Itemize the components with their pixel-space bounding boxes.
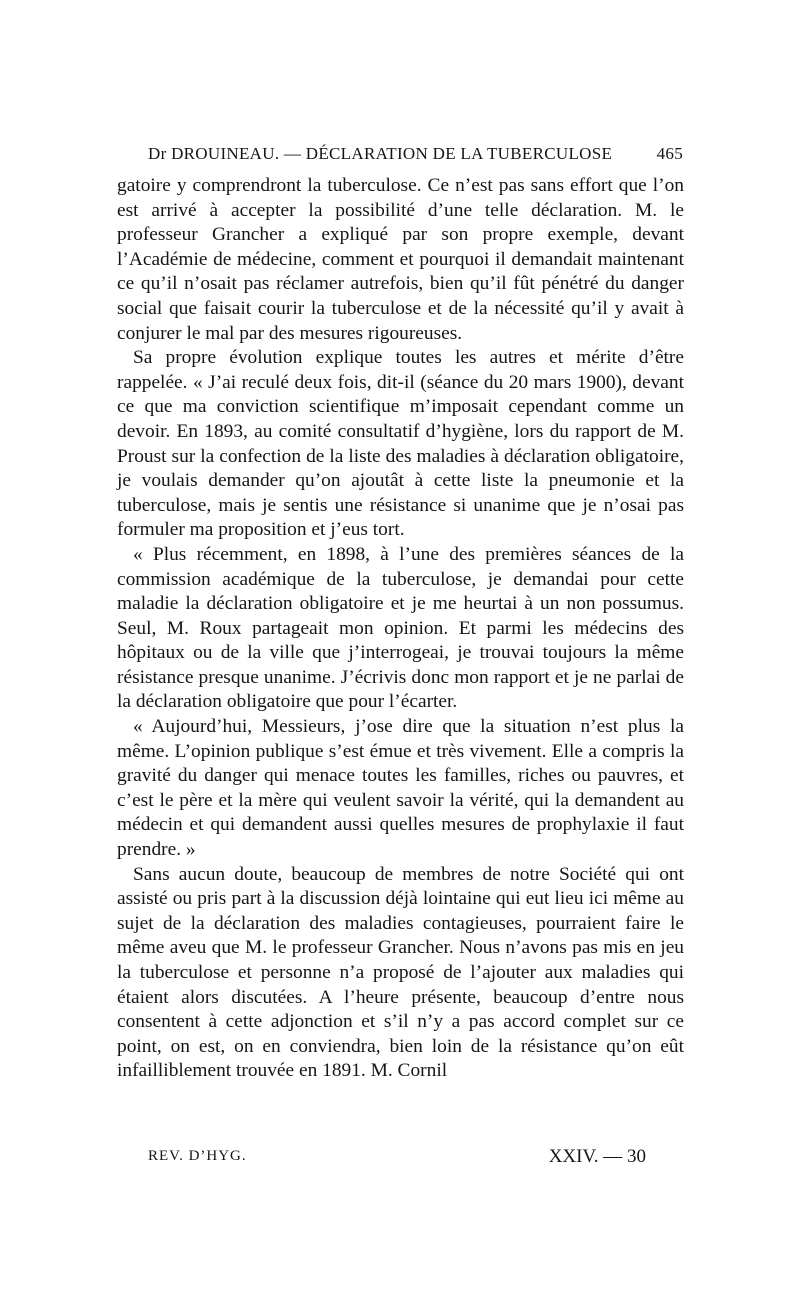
paragraph-4: « Aujourd’hui, Messieurs, j’ose dire que la situation n’est plus la même. L’opinion publique s’est émue et très vivement. Elle a compris la gravité du danger qui menace toutes les familles, riches ou pauvres, et c’est le père et la mère qui veulent savoir la vérité, qui la demandent au médecin et qui demandent aussi quelles mesures de prophylaxie il faut prendre. » [117, 716, 684, 861]
running-head-title: Dr DROUINEAU. — DÉCLARATION DE LA TUBERCULOSE [148, 144, 613, 163]
paragraph-5: Sans aucun doute, beaucoup de membres de notre Société qui ont assisté ou pris part à la discussion déjà lointaine qui eut lieu ici même au sujet de la déclaration des maladies contagieuses, pourraient faire le même aveu que M. le professeur Grancher. Nous n’avons pas mis en jeu la tuberculose et personne n’a proposé de l’ajouter aux maladies qui étaient alors discutées. A l’heure présente, beaucoup d’entre nous consentent à cette adjonction et s’il n’y a pas accord complet sur ce point, on est, on en conviendra, bien loin de la résistance qu’on eût infailliblement trouvée en 1891. M. Cornil [117, 863, 684, 1082]
body-text [117, 174, 684, 1084]
paragraph-2: Sa propre évolution explique toutes les autres et mérite d’être rappelée. « J’ai reculé deux fois, dit-il (séance du 20 mars 1900), devant ce que ma conviction scientifique m’imposait cependant comme un devoir. En 1893, au comité consultatif d’hygiène, lors du rapport de M. Proust sur la confection de la liste des maladies à déclaration obligatoire, je voulais demander qu’on ajoutât à cette liste la pneumonie et la tuberculose, mais je sentis une résistance si unanime que je n’osai pas formuler ma proposition et j’eus tort. [117, 347, 684, 541]
running-head [148, 144, 683, 170]
paragraph-3: « Plus récemment, en 1898, à l’une des premières séances de la commission académique de la tuberculose, je demandai pour cette maladie la déclaration obligatoire et je me heurtai à un non possumus. Seul, M. Roux partageait mon opinion. Et parmi les médecins des hôpitaux ou de la ville que j’interrogeai, je trouvai toujours la même résistance presque unanime. J’écrivis donc mon rapport et je ne parlai de la déclaration obligatoire que pour l’écarter. [117, 543, 684, 713]
page-number: 465 [656, 144, 683, 163]
page-footer [148, 1146, 646, 1172]
journal-signature: REV. D’HYG. [148, 1148, 247, 1164]
paragraph-1: gatoire y comprendront la tuberculose. Ce n’est pas sans effort que l’on est arrivé à accepter la possibilité d’une telle déclaration. M. le professeur Grancher a expliqué par son propre exemple, devant l’Académie de médecine, comment et pourquoi il demandait maintenant ce qu’il n’osait pas réclamer autrefois, bien qu’il fût pénétré du danger social que faisait courir la tuberculose et de la nécessité qu’il y avait à conjurer le mal par des mesures rigoureuses. [117, 175, 684, 344]
volume-signature: XXIV. — 30 [548, 1146, 646, 1167]
